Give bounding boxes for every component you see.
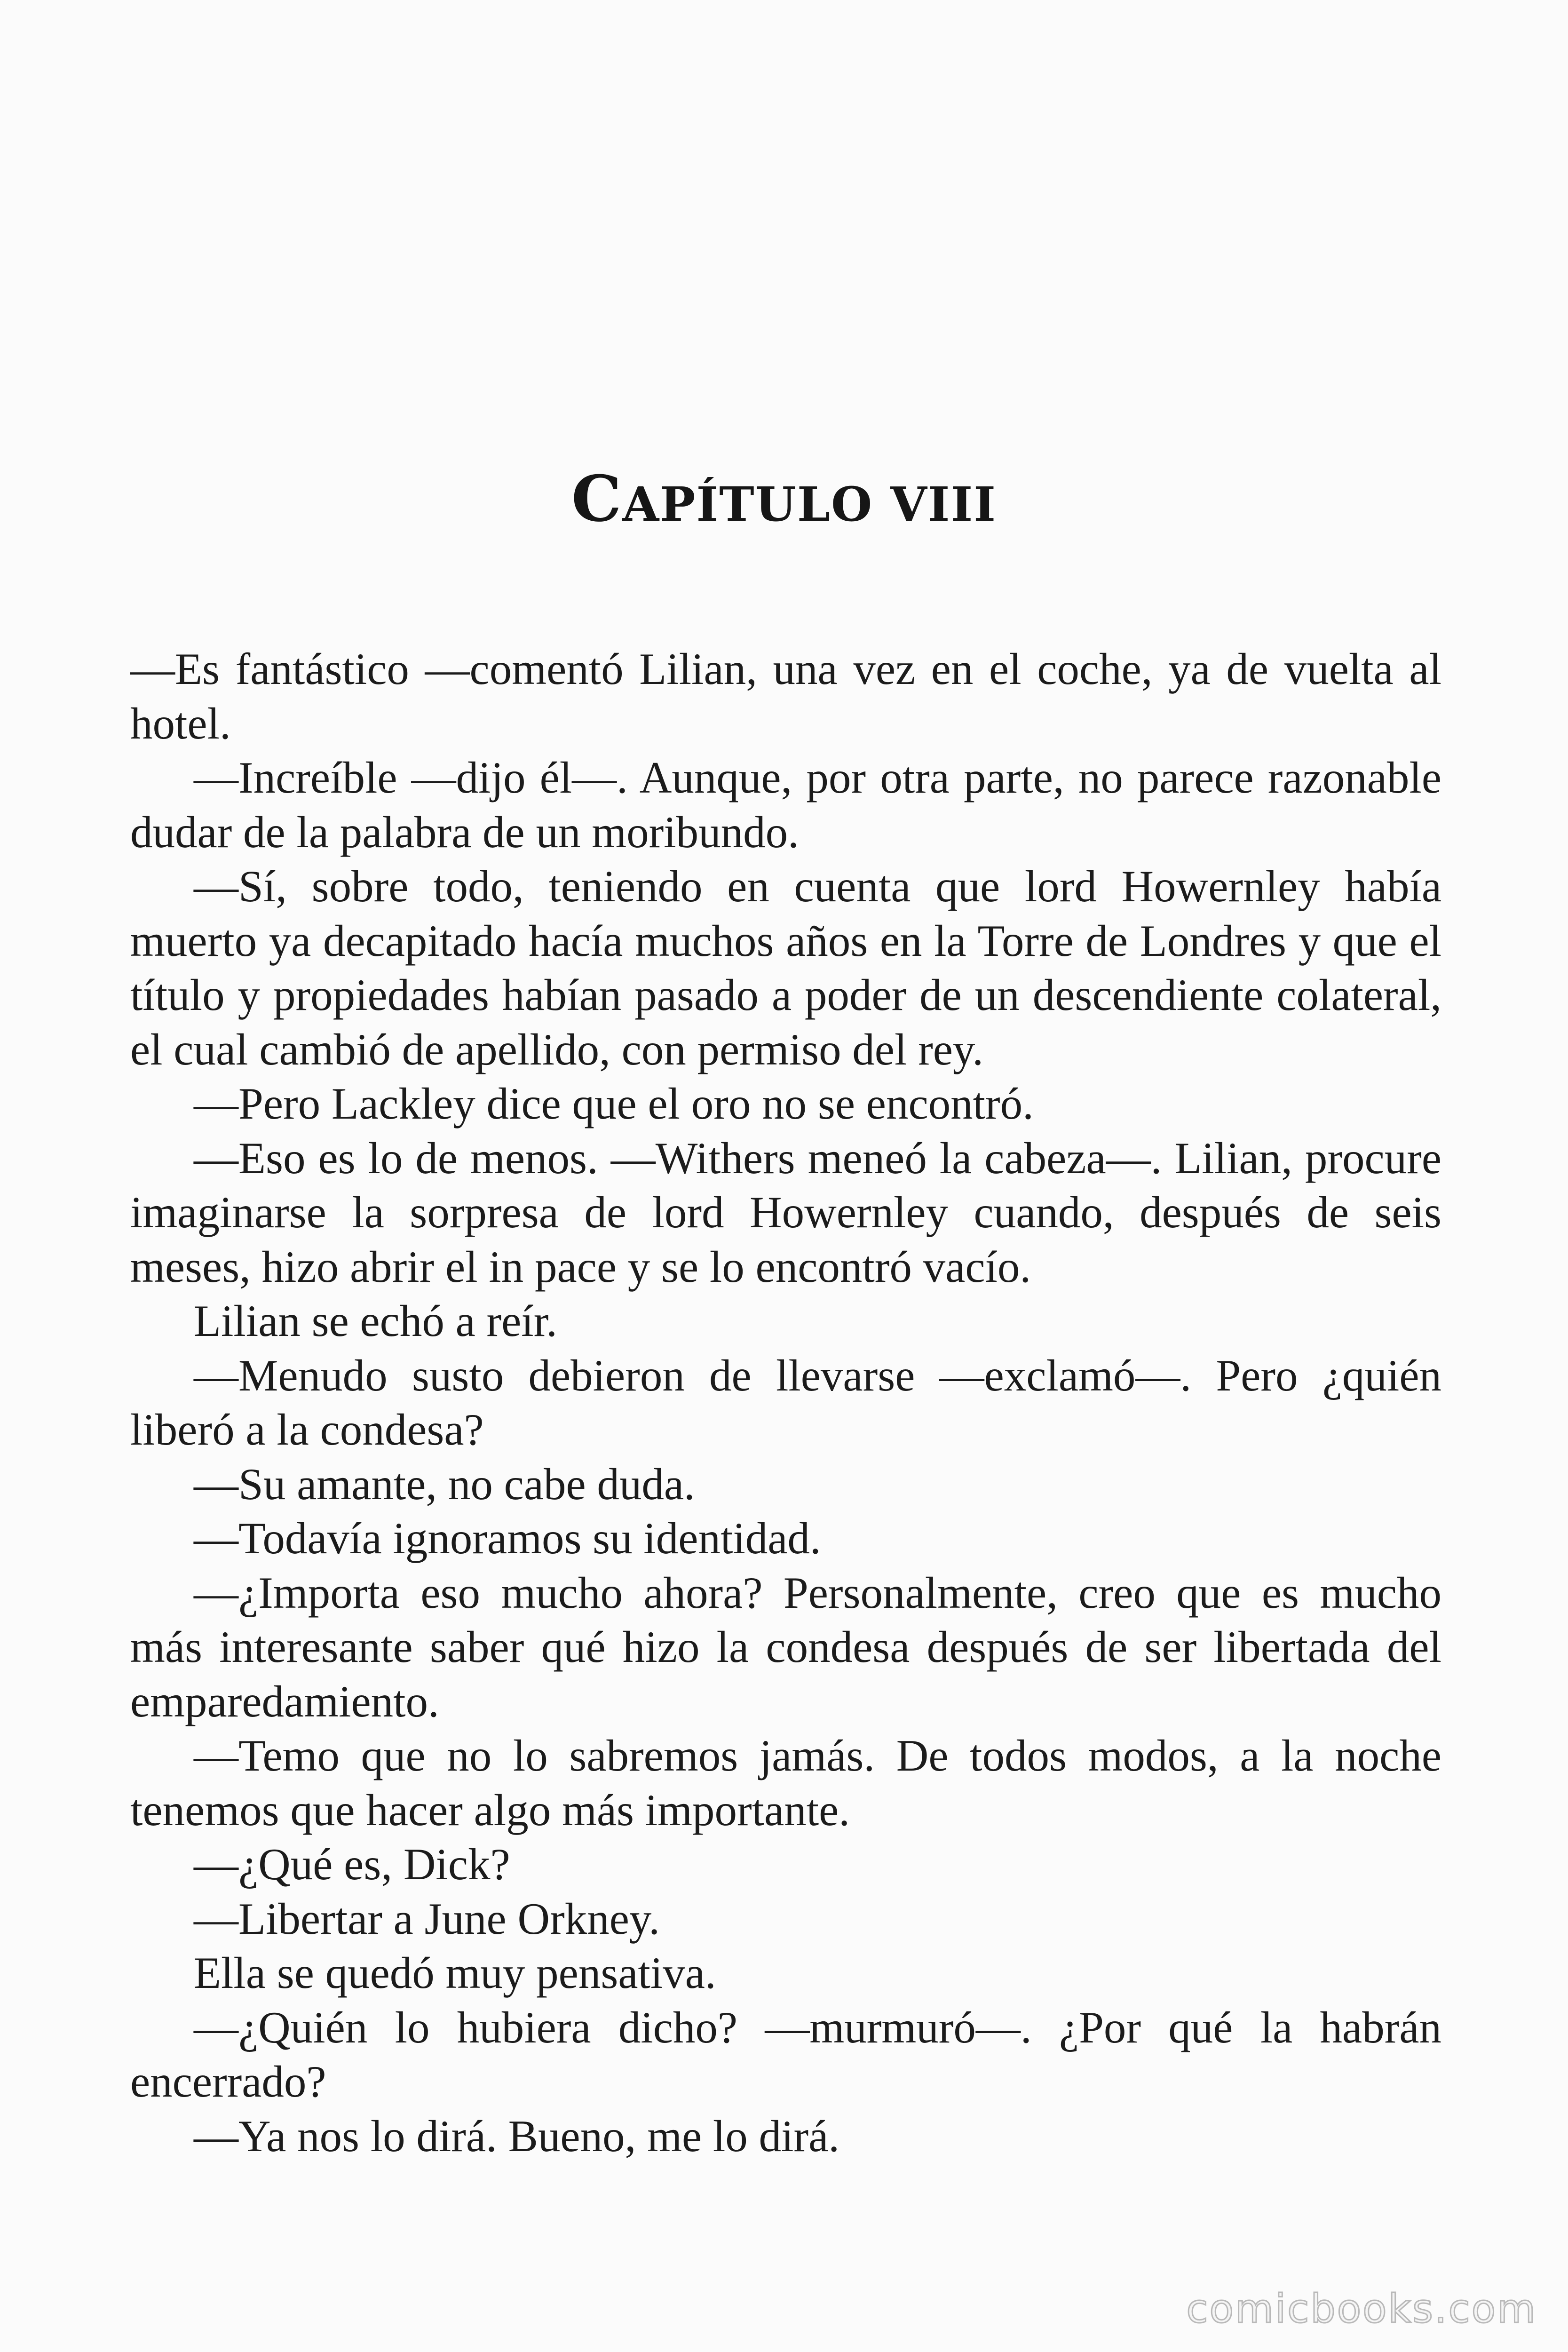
paragraph: —Menudo susto debieron de llevarse —exclamó—. Pero ¿quién liberó a la condesa?	[130, 1350, 1441, 1454]
paragraph: —Temo que no lo sabremos jamás. De todos modos, a la noche tenemos que hacer algo más importante.	[130, 1731, 1441, 1835]
paragraph: —Es fantástico —comentó Lilian, una vez en el coche, ya de vuelta al hotel.	[130, 644, 1441, 748]
paragraph: —Increíble —dijo él—. Aunque, por otra parte, no parece razonable dudar de la palabra de un moribundo.	[130, 753, 1441, 857]
paragraph: —Eso es lo de menos. —Withers meneó la cabeza—. Lilian, procure imaginarse la sorpresa de lord Howernley cuando, después de seis meses, hizo abrir el in pace y se lo encontró vacío.	[130, 1133, 1441, 1292]
chapter-title-initial: C	[571, 461, 623, 536]
paragraph: —Todavía ignoramos su identidad.	[194, 1513, 821, 1563]
paragraph: Lilian se echó a reír.	[194, 1296, 557, 1346]
paragraph: —¿Qué es, Dick?	[194, 1839, 510, 1889]
paragraph: —¿Importa eso mucho ahora? Personalmente, creo que es mucho más interesante saber qué hizo la condesa después de ser libertada del emparedamiento.	[130, 1567, 1441, 1726]
paragraph: —Ya nos lo dirá. Bueno, me lo dirá.	[194, 2111, 840, 2161]
paragraph: —¿Quién lo hubiera dicho? —murmuró—. ¿Por qué la habrán encerrado?	[130, 2002, 1441, 2106]
paragraph: —Sí, sobre todo, teniendo en cuenta que lord Howernley había muerto ya decapitado hacía muchos años en la Torre de Londres y que el título y propiedades habían pasado a poder de un descendiente colateral, el cual cambió de apellido, con permiso del rey.	[130, 861, 1441, 1074]
paragraph: Ella se quedó muy pensativa.	[194, 1948, 716, 1998]
paragraph: —Libertar a June Orkney.	[194, 1893, 660, 1944]
watermark: comicbooks.com	[1186, 2286, 1537, 2332]
chapter-title-rest: APÍTULO VIII	[622, 477, 997, 532]
paragraph: —Pero Lackley dice que el oro no se encontró.	[194, 1079, 1034, 1128]
chapter-title	[0, 459, 1568, 544]
paragraph: —Su amante, no cabe duda.	[194, 1459, 695, 1509]
chapter-body	[130, 642, 1441, 2163]
